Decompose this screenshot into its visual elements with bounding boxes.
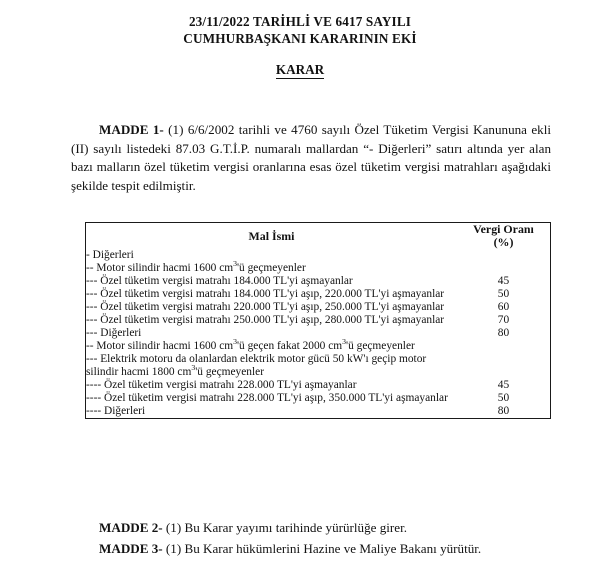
table-cell-rate: 45 (497, 275, 510, 287)
table-cell-rate (457, 353, 551, 379)
table-cell-goods: --- Özel tüketim vergisi matrahı 184.000 TL'yi aşmayanlar (86, 275, 353, 287)
table-row (86, 327, 551, 340)
table-cell-goods: --- Elektrik motoru da olanlardan elektrik motor gücü 50 kW'ı geçip motor silindir hacmi 1800 $cm^3'ü$ geçmeyenler (86, 353, 427, 378)
table-cell-goods: ---- Özel tüketim vergisi matrahı 228.000 TL'yi aşmayanlar (86, 379, 357, 391)
footer-articles (71, 517, 551, 559)
article-2-line (71, 517, 551, 538)
table-row (86, 353, 551, 379)
table-cell-goods: ---- Özel tüketim vergisi matrahı 228.000 TL'yi aşıp, 350.000 TL'yi aşmayanlar (86, 392, 448, 404)
column-header-goods: Mal İsmi (248, 228, 295, 243)
table-cell-goods: --- Diğerleri (86, 327, 142, 339)
table-cell-goods: --- Özel tüketim vergisi matrahı 250.000 TL'yi aşıp, 280.000 TL'yi aşmayanlar (86, 314, 445, 326)
article-3-line (71, 538, 551, 559)
table-row (86, 262, 551, 275)
table-cell-rate: 70 (497, 314, 510, 326)
table-body (86, 249, 551, 419)
article-3-label: MADDE 3- (99, 541, 163, 556)
table-cell-goods: -- Motor silindir hacmi 1600 $cm^3'ü$ geçen fakat 2000 $cm^3'ü$ geçmeyenler (86, 337, 415, 352)
table-cell-rate (457, 262, 551, 275)
table-row (86, 392, 551, 405)
karar-heading-text: KARAR (275, 62, 325, 77)
table-cell-goods: --- Özel tüketim vergisi matrahı 220.000 TL'yi aşıp, 250.000 TL'yi aşmayanlar (86, 301, 445, 313)
table-row (86, 275, 551, 288)
article-1-text: (1) 6/6/2002 tarihli ve 4760 sayılı Özel Tüketim Vergisi Kanununa ekli (II) sayılı listedeki 87.03 G.T.İ.P. numaralı mallardan “- Diğerleri” satırı altında yer alan bazı malların özel tüketim vergisi oranlarına esas özel tüketim vergisi matrahları aşağıdaki şekilde tespit edilmiştir. (71, 122, 551, 193)
article-3-text: (1) Bu Karar hükümlerini Hazine ve Maliye Bakanı yürütür. (162, 541, 482, 556)
table-cell-goods: --- Özel tüketim vergisi matrahı 184.000 TL'yi aşıp, 220.000 TL'yi aşmayanlar (86, 288, 445, 300)
table-header-row (86, 223, 551, 250)
table-row (86, 405, 551, 419)
column-header-rate (457, 223, 551, 250)
table-row (86, 288, 551, 301)
table-cell-rate: 50 (497, 288, 510, 300)
column-header-rate-line2: (%) (493, 235, 514, 249)
tax-rate-table (85, 222, 551, 419)
table-cell-rate (457, 340, 551, 353)
table-cell-rate: 50 (497, 392, 510, 404)
table-cell-rate: 45 (497, 379, 510, 391)
title-line-2: CUMHURBAŞKANI KARARININ EKİ (183, 30, 417, 46)
article-2-label: MADDE 2- (99, 520, 163, 535)
table-cell-rate: 60 (497, 301, 510, 313)
article-1-label: MADDE 1- (99, 122, 164, 137)
table-row (86, 249, 551, 262)
table-cell-rate: 80 (497, 327, 510, 339)
table-cell-goods: -- Motor silindir hacmi 1600 $cm^3'ü$ geçmeyenler (86, 259, 306, 274)
table-row (86, 301, 551, 314)
article-2-text: (1) Bu Karar yayımı tarihinde yürürlüğe girer. (162, 520, 407, 535)
table-row (86, 379, 551, 392)
title-line-1: 23/11/2022 TARİHLİ VE 6417 SAYILI (188, 14, 412, 29)
table-head (86, 223, 551, 250)
karar-heading (60, 62, 540, 78)
document-title (60, 14, 540, 47)
column-header-rate-line1: Vergi Oranı (473, 222, 534, 236)
table-cell-goods: ---- Diğerleri (86, 405, 146, 417)
tax-rate-table-wrapper (85, 222, 551, 419)
article-1-paragraph (71, 121, 551, 195)
table-row (86, 340, 551, 353)
table-cell-goods: - Diğerleri (86, 249, 134, 261)
table-cell-rate (457, 249, 551, 262)
table-cell-rate: 80 (497, 405, 510, 417)
table-row (86, 314, 551, 327)
